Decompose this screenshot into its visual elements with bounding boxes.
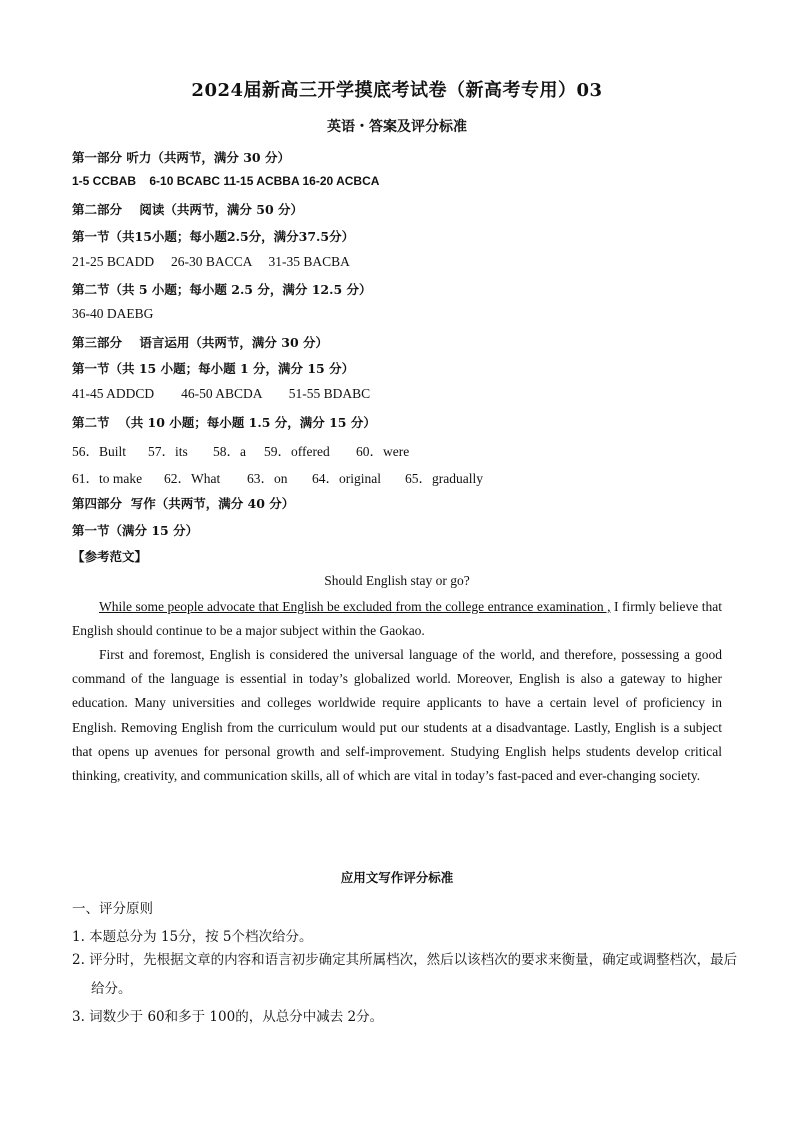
- essay-paragraph-1-rest: I firmly believe that English should continue to be a major subject within the Gaokao.: [72, 599, 722, 639]
- part3-heading: 第三部分 语言运用（共两节，满分 30 分）: [72, 335, 329, 350]
- grading-rule-2: 2. 评分时，先根据文章的内容和语言初步确定其所属档次，然后以该档次的要求来衡量，确定或调整档次，最后给分。: [72, 952, 738, 997]
- essay-paragraph-2: First and foremost, English is considered the universal language of the world, and therefore, possessing a good command of the language is essential in today’s globalized world. Moreover, English is also a gateway to higher education. Many universities and colleges worldwide require applicants to have a certain level of proficiency in English. Removing English from the curriculum would put our students at a disadvantage. Lastly, English is a subject that opens up avenues for personal growth and self-improvement. Studying English helps students develop critical thinking, creativity, and communication skills, all of which are vital in today’s fast-paced and ever-changing society.: [72, 647, 722, 784]
- grading-rule-3: 3. 词数少于 60和多于 100的，从总分中减去 2分。: [72, 1009, 384, 1025]
- answer-59: 59．offered: [264, 444, 330, 459]
- page-subtitle: 英语・答案及评分标准: [327, 119, 467, 135]
- part1-answers: 1-5 CCBAB 6-10 BCABC 11-15 ACBBA 16-20 ACBCA: [72, 174, 380, 188]
- part2-section2-answers: 36-40 DAEBG: [72, 306, 154, 321]
- essay-paragraph-1-underlined: While some people advocate that English be excluded from the college entrance examination ,: [99, 599, 611, 614]
- answer-57: 57．its: [148, 444, 188, 459]
- answer-61: 61．to make: [72, 471, 143, 486]
- answer-64: 64．original: [312, 471, 381, 486]
- essay-paragraph-1: [72, 595, 722, 643]
- part1-heading: 第一部分 听力（共两节，满分 30 分）: [72, 150, 290, 165]
- sample-essay-label: 【参考范文】: [72, 549, 148, 564]
- part3-section1-heading: 第一节（共 15 小题；每小题 1 分，满分 15 分）: [72, 361, 355, 376]
- page-title: 2024届新高三开学摸底考试卷（新高考专用）03: [191, 80, 603, 101]
- answer-58: 58．a: [213, 444, 246, 459]
- grading-title: 应用文写作评分标准: [340, 870, 454, 885]
- part4-heading: 第四部分 写作（共两节，满分 40 分）: [72, 496, 295, 511]
- part2-section1-heading: 第一节（共15小题；每小题2.5分，满分37.5分）: [72, 229, 355, 244]
- grading-principles-heading: 一、评分原则: [72, 901, 153, 917]
- answer-60: 60．were: [356, 444, 410, 459]
- answer-62: 62．What: [164, 471, 221, 486]
- part3-section1-answers: 41-45 ADDCD 46-50 ABCDA 51-55 BDABC: [72, 386, 371, 401]
- grading-rule-1: 1. 本题总分为 15分，按 5个档次给分。: [72, 929, 313, 945]
- part4-section1-heading: 第一节（满分 15 分）: [72, 523, 199, 538]
- part2-heading: 第二部分 阅读（共两节，满分 50 分）: [72, 202, 304, 217]
- answer-63: 63．on: [247, 471, 288, 486]
- essay-title: Should English stay or go?: [324, 573, 470, 588]
- answer-65: 65．gradually: [405, 471, 483, 486]
- answer-56: 56．Built: [72, 444, 127, 459]
- part2-section1-answers: 21-25 BCADD 26-30 BACCA 31-35 BACBA: [72, 254, 350, 269]
- part2-section2-heading: 第二节（共 5 小题；每小题 2.5 分，满分 12.5 分）: [72, 282, 372, 297]
- part3-section2-heading: 第二节 （共 10 小题；每小题 1.5 分，满分 15 分）: [72, 415, 376, 430]
